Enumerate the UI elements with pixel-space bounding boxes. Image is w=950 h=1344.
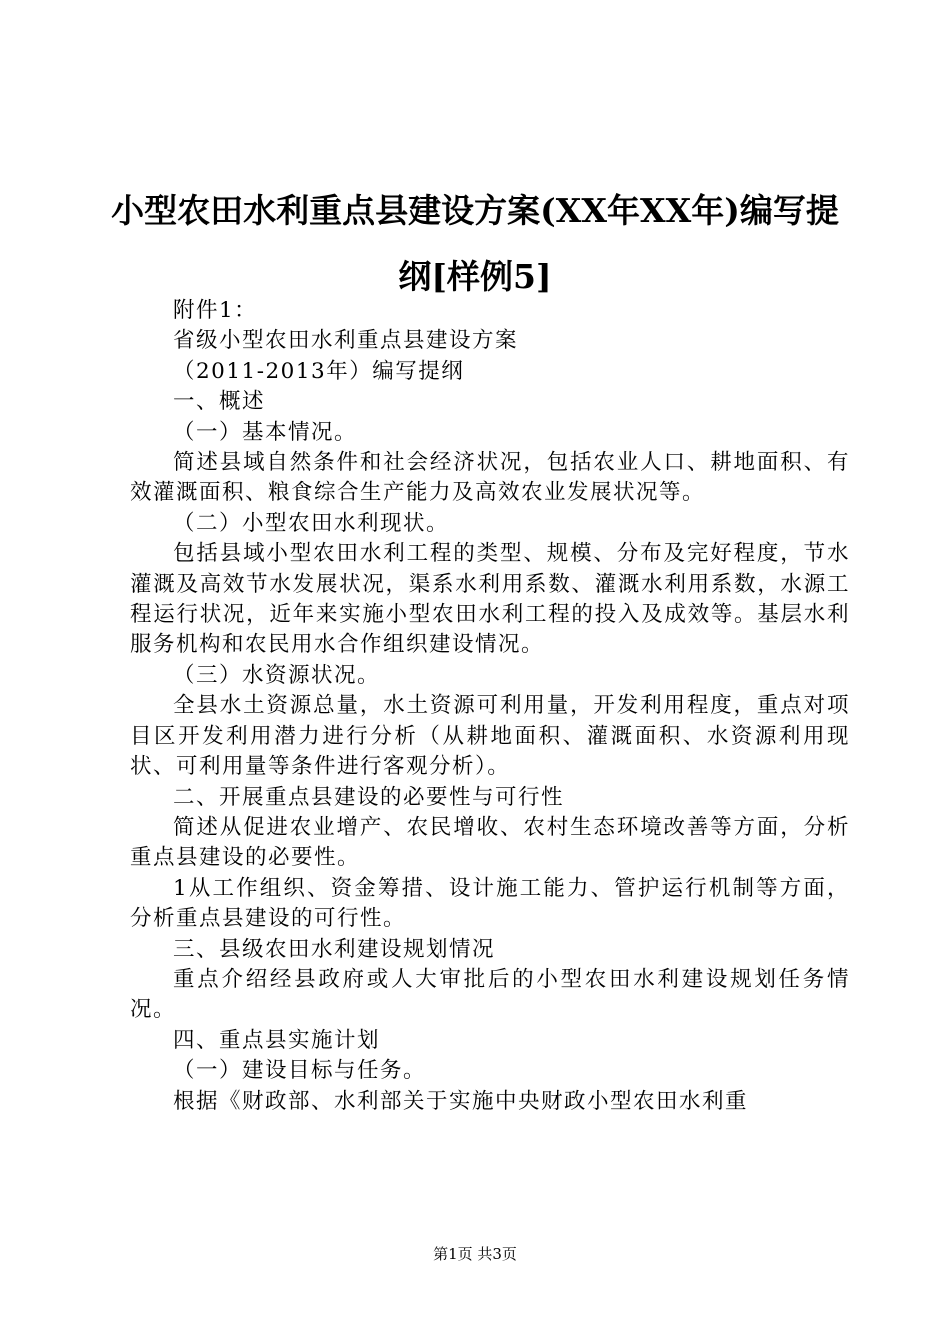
document-body	[130, 296, 850, 1117]
subsection-heading: （一）建设目标与任务。	[173, 1058, 427, 1084]
document-title: 小型农田水利重点县建设方案(XX年XX年)编写提纲[样例5]	[111, 191, 839, 296]
section-heading: 二、开展重点县建设的必要性与可行性	[173, 784, 565, 810]
paragraph: 1从工作组织、资金筹措、设计施工能力、管护运行机制等方面，分析重点县建设的可行性。	[130, 875, 850, 932]
subsection-heading: （一）基本情况。	[173, 419, 358, 445]
paragraph: 包括县域小型农田水利工程的类型、规模、分布及完好程度，节水灌溉及高效节水发展状况，渠系水利用系数、灌溉水利用系数，水源工程运行状况，近年来实施小型农田水利工程的投入及成效等。基层水利服务机构和农民用水合作组织建设情况。	[130, 541, 850, 658]
section-heading: 一、概述	[173, 389, 266, 415]
paragraph: 省级小型农田水利重点县建设方案	[173, 328, 519, 354]
paragraph: 简述县域自然条件和社会经济状况，包括农业人口、耕地面积、有效灌溉面积、粮食综合生产能力及高效农业发展状况等。	[130, 450, 850, 506]
section-heading: 三、县级农田水利建设规划情况	[173, 936, 496, 962]
page-number-footer: 第1页 共3页	[433, 1245, 517, 1263]
paragraph: 附件1：	[173, 298, 258, 323]
subsection-heading: （三）水资源状况。	[173, 662, 381, 688]
paragraph: 根据《财政部、水利部关于实施中央财政小型农田水利重	[173, 1088, 749, 1114]
subsection-heading: （二）小型农田水利现状。	[173, 510, 450, 536]
paragraph: （2011-2013年）编写提纲	[173, 358, 465, 384]
paragraph: 重点介绍经县政府或人大审批后的小型农田水利建设规划任务情况。	[130, 966, 850, 1023]
paragraph: 简述从促进农业增产、农民增收、农村生态环境改善等方面，分析重点县建设的必要性。	[130, 814, 850, 871]
paragraph: 全县水土资源总量，水土资源可利用量，开发利用程度，重点对项目区开发利用潜力进行分析（从耕地面积、灌溉面积、水资源利用现状、可利用量等条件进行客观分析）。	[130, 693, 850, 780]
section-heading: 四、重点县实施计划	[173, 1027, 381, 1053]
